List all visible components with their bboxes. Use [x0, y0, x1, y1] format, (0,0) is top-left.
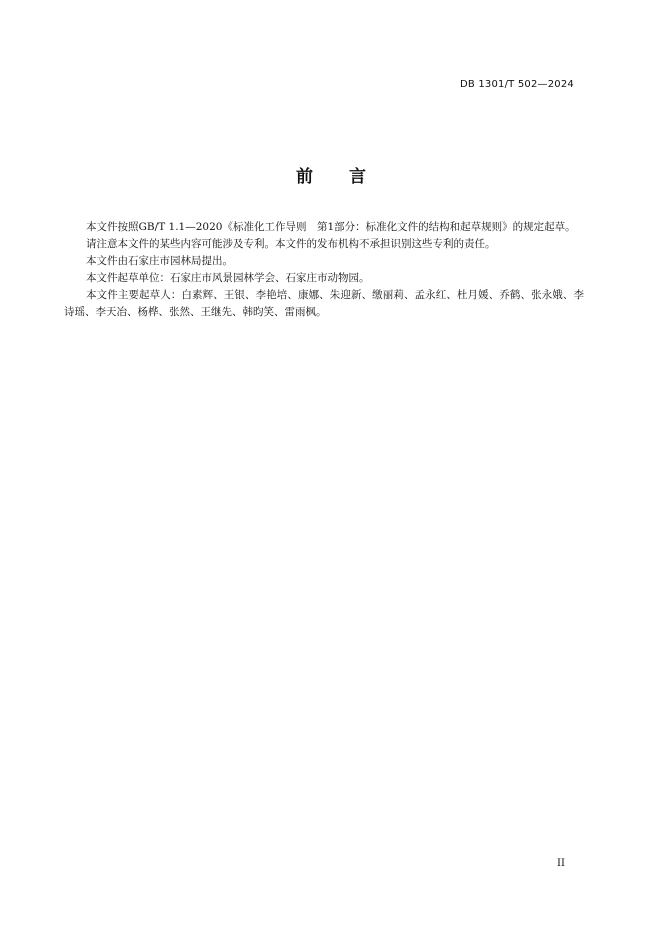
paragraph-drafting-rules: 本文件按照GB/T 1.1—2020《标准化工作导则 第1部分：标准化文件的结构和起草规则》的规定起草。	[86, 221, 576, 233]
title-char-1: 前	[296, 167, 313, 187]
paragraph-drafters: 本文件主要起草人：白素辉、王银、李艳培、康娜、朱迎新、缴丽莉、孟永红、杜月媛、乔鹤、张永娥、李诗瑶、李天冶、杨桦、张然、王继先、韩昀笑、雷雨枫。	[64, 289, 584, 318]
paragraph-patent-notice: 请注意本文件的某些内容可能涉及专利。本文件的发布机构不承担识别这些专利的责任。	[86, 238, 496, 250]
page-number: II	[557, 858, 565, 869]
paragraph-proposer: 本文件由石家庄市园林局提出。	[86, 255, 234, 267]
foreword-body	[64, 219, 584, 321]
standard-code: DB 1301/T 502—2024	[460, 79, 574, 90]
title-char-2: 言	[349, 167, 366, 187]
paragraph-drafting-units: 本文件起草单位：石家庄市风景园林学会、石家庄市动物园。	[86, 272, 370, 284]
page-title	[0, 162, 662, 187]
